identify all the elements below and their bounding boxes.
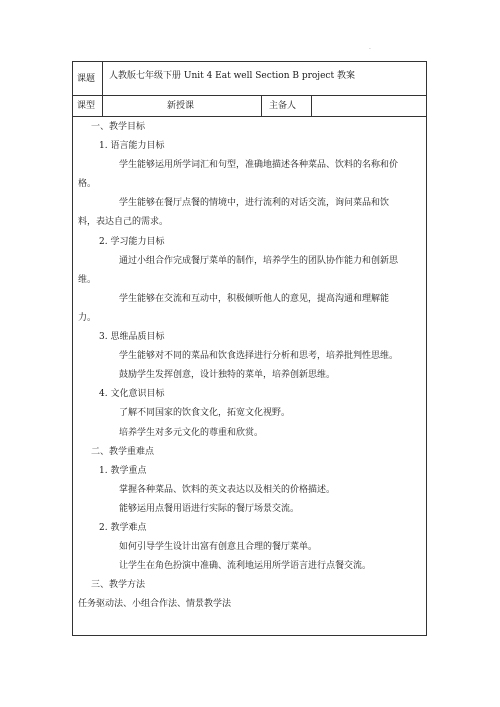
content-line: 1. 教学重点 [99,465,147,476]
content-line: 通过小组合作完成餐厅菜单的制作，培养学生的团队协作能力和创新思 [119,255,399,266]
content-line: 任务驱动法、小组合作法、情景教学法 [78,599,232,610]
col-divider [102,62,103,116]
content-line: 掌握各种菜品、饮料的英文表达以及相关的价格描述。 [119,484,336,495]
lesson-type-value: 新授课 [167,101,195,111]
row-divider [73,116,426,117]
content-line: 二、教学重难点 [91,446,155,457]
col-divider [311,95,312,116]
content-line: 鼓励学生发挥创意，设计独特的菜单，培养创新思维。 [119,370,336,381]
content-line: 学生能够在交流和互动中，积极倾听他人的意见，提高沟通和理解能 [119,293,390,304]
content-line: 维。 [78,274,97,285]
lesson-content [73,118,428,614]
content-line: 能够运用点餐用语进行实际的餐厅场景交流。 [119,503,300,514]
content-line: 2. 教学难点 [99,522,147,533]
lesson-plan-table [72,61,427,636]
content-line: 一、教学目标 [91,122,146,132]
page-dot: · [369,46,371,53]
label-topic: 课题 [77,74,96,84]
content-line: 学生能够运用所学词汇和句型，准确地描述各种菜品、饮料的名称和价 [119,160,399,171]
content-line: 格。 [78,179,97,190]
content-line: 料，表达自己的需求。 [78,217,169,228]
content-line: 4. 文化意识目标 [99,389,165,400]
content-line: 让学生在角色扮演中准确、流利地运用所学语言进行点餐交流。 [119,561,372,572]
content-line: 如何引导学生设计出富有创意且合理的餐厅菜单。 [119,542,318,553]
content-line: 培养学生对多元文化的尊重和欣赏。 [119,427,264,438]
content-line: 学生能够对不同的菜品和饮食选择进行分析和思考，培养批判性思维。 [119,351,399,362]
col-divider [261,95,262,116]
label-lesson-type: 课型 [77,101,96,111]
row-divider [73,95,426,96]
content-line: 力。 [78,312,97,323]
content-line: 学生能够在餐厅点餐的情境中，进行流利的对话交流，询问菜品和饮 [119,198,390,209]
content-line: 了解不同国家的饮食文化，拓宽文化视野。 [119,408,291,419]
content-line: 1. 语言能力目标 [99,141,165,152]
content-line: 三、教学方法 [91,580,146,591]
lesson-title: 人教版七年级下册 Unit 4 Eat well Section B project 教案 [109,71,355,81]
label-preparer: 主备人 [269,101,297,111]
content-line: 2. 学习能力目标 [99,236,165,247]
content-line: 3. 思维品质目标 [99,332,165,343]
